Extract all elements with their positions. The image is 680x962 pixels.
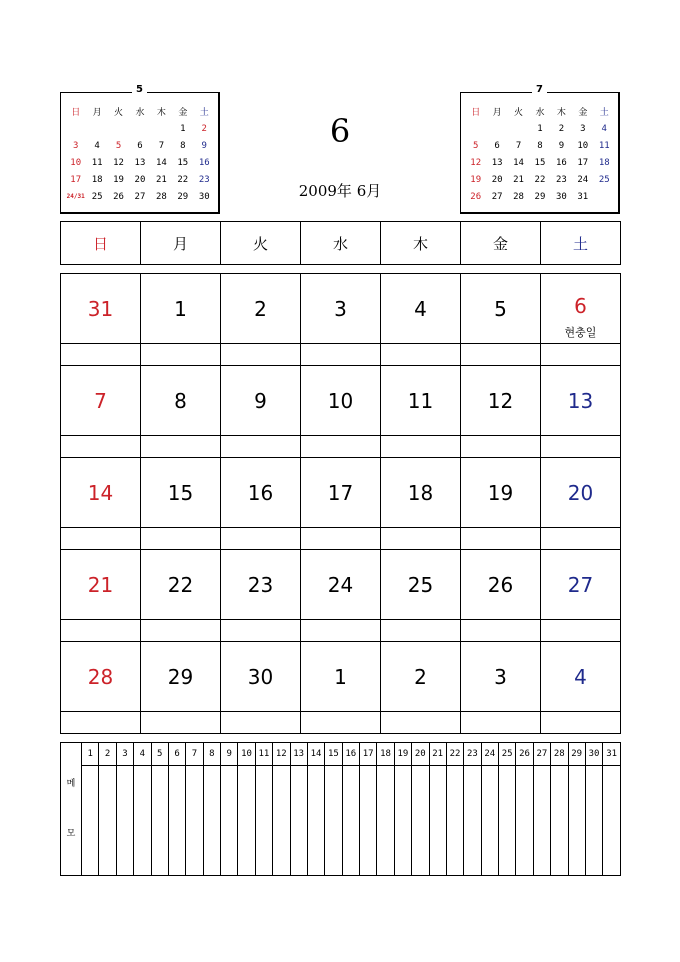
mini-day: 2 <box>558 123 565 134</box>
mini-day: 4 <box>601 123 607 134</box>
memo-day-number: 14 <box>307 743 324 766</box>
week-row <box>61 550 621 620</box>
day-cell[interactable] <box>61 366 141 436</box>
mini-day: 14 <box>155 157 167 168</box>
weekday-wed: 水 <box>301 222 381 265</box>
note-row <box>61 620 621 642</box>
mini-day: 29 <box>177 191 189 202</box>
mini-day: 23 <box>198 174 210 185</box>
day-cell[interactable] <box>141 366 221 436</box>
memo-day-number: 27 <box>533 743 550 766</box>
note-cell[interactable] <box>61 436 141 458</box>
memo-table <box>60 742 621 876</box>
mini-day: 3 <box>580 123 586 134</box>
mini-day: 6 <box>494 140 500 151</box>
day-number: 15 <box>167 480 194 505</box>
day-number: 16 <box>247 480 274 505</box>
week-row <box>61 642 621 712</box>
memo-day-cell[interactable] <box>273 766 290 876</box>
note-cell[interactable] <box>141 436 221 458</box>
mini-day <box>486 120 507 137</box>
mini-day: 28 <box>155 191 167 202</box>
memo-day-cell[interactable] <box>151 766 168 876</box>
day-number: 24 <box>327 572 354 597</box>
mini-weekday: 水 <box>535 108 545 118</box>
note-cell[interactable] <box>461 528 541 550</box>
year-month-title: 2009年 6月 <box>298 182 382 200</box>
note-cell[interactable] <box>221 712 301 734</box>
weekday-tue: 火 <box>221 222 301 265</box>
mini-day: 15 <box>534 157 546 168</box>
weekday-header <box>60 221 621 265</box>
day-cell[interactable] <box>221 274 301 344</box>
memo-day-cell[interactable] <box>342 766 359 876</box>
memo-day-numbers <box>61 743 621 766</box>
note-row <box>61 712 621 734</box>
week-row <box>61 274 621 344</box>
mini-weekday: 月 <box>492 108 502 118</box>
day-number: 10 <box>327 388 354 413</box>
memo-day-number: 12 <box>273 743 290 766</box>
note-cell[interactable] <box>381 712 461 734</box>
day-number: 12 <box>487 388 514 413</box>
day-cell[interactable] <box>221 550 301 620</box>
note-cell[interactable] <box>461 344 541 366</box>
note-cell[interactable] <box>381 620 461 642</box>
memo-day-number: 26 <box>516 743 533 766</box>
note-cell[interactable] <box>61 712 141 734</box>
day-number: 27 <box>567 572 594 597</box>
memo-day-number: 7 <box>186 743 203 766</box>
memo-day-number: 22 <box>446 743 463 766</box>
day-number: 20 <box>567 480 594 505</box>
day-cell[interactable] <box>381 642 461 712</box>
day-number: 17 <box>327 480 354 505</box>
memo-day-cell[interactable] <box>499 766 516 876</box>
note-cell[interactable] <box>221 344 301 366</box>
memo-day-cell[interactable] <box>238 766 255 876</box>
mini-calendar-next-title: 7 <box>532 84 547 95</box>
note-cell[interactable] <box>301 620 381 642</box>
day-number: 3 <box>334 296 347 321</box>
day-number: 31 <box>87 296 114 321</box>
weekday-mon: 月 <box>141 222 221 265</box>
day-number: 4 <box>574 664 587 689</box>
mini-day: 13 <box>491 157 503 168</box>
weekday-sun: 日 <box>61 222 141 265</box>
note-cell[interactable] <box>141 344 221 366</box>
mini-day <box>86 120 107 137</box>
mini-day <box>151 120 172 137</box>
mini-day: 10 <box>70 157 82 168</box>
mini-day: 20 <box>134 174 146 185</box>
memo-day-cell[interactable] <box>134 766 151 876</box>
week-row <box>61 366 621 436</box>
memo-day-number: 10 <box>238 743 255 766</box>
note-cell[interactable] <box>461 712 541 734</box>
day-cell[interactable] <box>461 458 541 528</box>
memo-day-number: 17 <box>360 743 377 766</box>
memo-day-number: 19 <box>394 743 411 766</box>
month-number: 6 <box>329 112 351 150</box>
mini-calendar-prev-table <box>65 103 215 205</box>
memo-day-number: 30 <box>585 743 602 766</box>
note-cell[interactable] <box>461 436 541 458</box>
day-number: 2 <box>254 296 267 321</box>
day-cell[interactable] <box>301 458 381 528</box>
mini-day: 24/31 <box>66 193 85 200</box>
memo-day-number: 6 <box>168 743 185 766</box>
mini-weekday: 金 <box>178 108 188 118</box>
note-cell[interactable] <box>541 436 621 458</box>
memo-day-cell[interactable] <box>394 766 411 876</box>
mini-weekday: 水 <box>135 108 145 118</box>
memo-day-cell[interactable] <box>429 766 446 876</box>
note-cell[interactable] <box>301 344 381 366</box>
day-number: 5 <box>494 296 507 321</box>
weekday-fri: 金 <box>461 222 541 265</box>
day-number: 4 <box>414 296 427 321</box>
mini-day: 26 <box>113 191 124 202</box>
memo-day-cell[interactable] <box>307 766 324 876</box>
memo-day-cell[interactable] <box>568 766 585 876</box>
day-cell[interactable] <box>541 274 621 344</box>
memo-day-cell[interactable] <box>255 766 272 876</box>
memo-day-cell[interactable] <box>82 766 99 876</box>
mini-day: 7 <box>158 140 165 151</box>
day-cell[interactable] <box>541 366 621 436</box>
mini-day: 25 <box>91 191 103 202</box>
memo-day-number: 23 <box>464 743 481 766</box>
mini-weekday: 金 <box>578 108 588 118</box>
memo-day-cell[interactable] <box>533 766 550 876</box>
note-cell[interactable] <box>221 620 301 642</box>
week-row <box>61 458 621 528</box>
day-number: 26 <box>487 572 514 597</box>
note-cell[interactable] <box>541 620 621 642</box>
mini-day: 19 <box>113 174 124 185</box>
note-cell[interactable] <box>301 436 381 458</box>
memo-label <box>61 743 82 876</box>
mini-day: 26 <box>470 191 482 202</box>
holiday-label: 현충일 <box>564 326 597 339</box>
memo-day-cell[interactable] <box>551 766 568 876</box>
day-number: 3 <box>494 664 507 689</box>
mini-day: 28 <box>513 191 524 202</box>
memo-day-number: 9 <box>221 743 238 766</box>
note-cell[interactable] <box>141 528 221 550</box>
mini-day <box>508 120 529 137</box>
mini-day: 6 <box>137 140 143 151</box>
mini-day: 7 <box>515 140 522 151</box>
memo-day-cell[interactable] <box>168 766 185 876</box>
mini-day: 16 <box>555 157 567 168</box>
day-cell[interactable] <box>301 642 381 712</box>
memo-day-cell[interactable] <box>412 766 429 876</box>
memo-day-number: 4 <box>134 743 151 766</box>
memo-day-number: 21 <box>429 743 446 766</box>
mini-day: 5 <box>473 140 479 151</box>
mini-day: 3 <box>73 140 79 151</box>
day-cell[interactable] <box>301 366 381 436</box>
mini-day: 20 <box>491 174 503 185</box>
memo-day-cell[interactable] <box>116 766 133 876</box>
mini-day: 12 <box>113 157 124 168</box>
weekday-sat: 土 <box>541 222 621 265</box>
memo-day-number: 5 <box>151 743 168 766</box>
day-number: 1 <box>174 296 187 321</box>
day-cell[interactable] <box>61 642 141 712</box>
weekday-thu: 木 <box>381 222 461 265</box>
mini-calendar-next <box>460 84 620 214</box>
mini-day: 31 <box>577 191 589 202</box>
memo-day-cell[interactable] <box>99 766 116 876</box>
mini-day: 5 <box>115 140 122 151</box>
memo-day-cell[interactable] <box>221 766 238 876</box>
day-cell[interactable] <box>541 550 621 620</box>
memo-day-cell[interactable] <box>290 766 307 876</box>
memo-day-number: 1 <box>82 743 99 766</box>
day-cell[interactable] <box>221 366 301 436</box>
day-number: 25 <box>407 572 434 597</box>
memo-day-cell[interactable] <box>186 766 203 876</box>
day-cell[interactable] <box>221 458 301 528</box>
memo-body-row <box>61 766 621 876</box>
day-cell[interactable] <box>541 458 621 528</box>
mini-day: 13 <box>134 157 146 168</box>
day-cell[interactable] <box>541 642 621 712</box>
memo-day-cell[interactable] <box>325 766 342 876</box>
day-cell[interactable] <box>381 550 461 620</box>
day-number: 1 <box>334 664 347 689</box>
day-cell[interactable] <box>141 550 221 620</box>
mini-day: 27 <box>491 191 503 202</box>
memo-day-cell[interactable] <box>481 766 498 876</box>
note-cell[interactable] <box>141 620 221 642</box>
day-number: 9 <box>254 388 267 413</box>
day-cell[interactable] <box>381 366 461 436</box>
memo-day-number: 20 <box>412 743 429 766</box>
day-cell[interactable] <box>301 550 381 620</box>
mini-calendar-prev <box>60 84 220 214</box>
note-cell[interactable] <box>61 620 141 642</box>
day-cell[interactable] <box>461 642 541 712</box>
note-cell[interactable] <box>301 528 381 550</box>
note-cell[interactable] <box>301 712 381 734</box>
note-cell[interactable] <box>221 528 301 550</box>
note-cell[interactable] <box>541 344 621 366</box>
day-cell[interactable] <box>141 274 221 344</box>
day-number: 8 <box>174 388 187 413</box>
memo-day-number: 28 <box>551 743 568 766</box>
note-cell[interactable] <box>221 436 301 458</box>
day-number: 21 <box>87 572 114 597</box>
memo-day-cell[interactable] <box>360 766 377 876</box>
note-row <box>61 528 621 550</box>
day-number: 19 <box>487 480 514 505</box>
day-cell[interactable] <box>61 550 141 620</box>
memo-day-cell[interactable] <box>377 766 394 876</box>
mini-weekday: 木 <box>556 108 566 118</box>
day-cell[interactable] <box>141 458 221 528</box>
mini-day: 18 <box>91 174 103 185</box>
day-number: 2 <box>414 664 427 689</box>
note-cell[interactable] <box>461 620 541 642</box>
day-number: 11 <box>407 388 434 413</box>
mini-weekday: 土 <box>199 108 209 118</box>
mini-day: 21 <box>513 174 524 185</box>
memo-label-bottom: 모 <box>66 829 76 839</box>
day-cell[interactable] <box>461 550 541 620</box>
mini-day: 15 <box>177 157 189 168</box>
memo-day-cell[interactable] <box>585 766 602 876</box>
memo-day-number: 8 <box>203 743 220 766</box>
day-cell[interactable] <box>301 274 381 344</box>
day-cell[interactable] <box>61 458 141 528</box>
memo-day-number: 31 <box>603 743 621 766</box>
mini-day: 10 <box>577 140 589 151</box>
memo-day-number: 25 <box>499 743 516 766</box>
mini-day: 27 <box>134 191 146 202</box>
note-cell[interactable] <box>381 528 461 550</box>
day-number: 7 <box>94 388 107 413</box>
mini-day: 30 <box>198 191 210 202</box>
mini-day: 9 <box>201 140 207 151</box>
mini-day: 9 <box>558 140 565 151</box>
memo-day-number: 15 <box>325 743 342 766</box>
day-cell[interactable] <box>461 366 541 436</box>
mini-day: 11 <box>598 140 610 151</box>
mini-day: 1 <box>537 123 543 134</box>
note-cell[interactable] <box>541 712 621 734</box>
memo-day-number: 3 <box>116 743 133 766</box>
mini-weekday: 日 <box>471 108 481 118</box>
note-cell[interactable] <box>381 436 461 458</box>
note-cell[interactable] <box>541 528 621 550</box>
mini-weekday: 月 <box>92 108 102 118</box>
memo-day-number: 13 <box>290 743 307 766</box>
mini-day <box>594 188 615 205</box>
mini-day: 19 <box>470 174 482 185</box>
mini-day <box>108 120 129 137</box>
mini-day: 8 <box>537 140 543 151</box>
mini-day: 29 <box>534 191 546 202</box>
note-cell[interactable] <box>381 344 461 366</box>
day-cell[interactable] <box>461 274 541 344</box>
day-cell[interactable] <box>381 274 461 344</box>
mini-day: 22 <box>177 174 189 185</box>
day-number: 30 <box>247 664 274 689</box>
memo-day-cell[interactable] <box>516 766 533 876</box>
calendar-grid <box>60 273 621 734</box>
mini-day <box>129 120 150 137</box>
mini-calendar-prev-title: 5 <box>132 84 147 95</box>
mini-day <box>465 120 486 137</box>
note-cell[interactable] <box>141 712 221 734</box>
mini-day: 25 <box>598 174 610 185</box>
mini-weekday: 火 <box>514 108 524 118</box>
day-number: 28 <box>87 664 114 689</box>
mini-day: 4 <box>94 140 100 151</box>
mini-day: 23 <box>555 174 567 185</box>
note-row <box>61 436 621 458</box>
note-cell[interactable] <box>61 528 141 550</box>
mini-calendar-next-table <box>465 103 615 205</box>
day-cell[interactable] <box>141 642 221 712</box>
memo-label-top: 메 <box>66 779 76 789</box>
mini-weekday: 火 <box>114 108 124 118</box>
mini-day <box>65 120 86 137</box>
memo-day-cell[interactable] <box>603 766 621 876</box>
memo-day-number: 24 <box>481 743 498 766</box>
day-number: 23 <box>247 572 274 597</box>
memo-day-cell[interactable] <box>203 766 220 876</box>
mini-day: 17 <box>70 174 82 185</box>
memo-day-number: 29 <box>568 743 585 766</box>
mini-day: 12 <box>470 157 482 168</box>
memo-day-cell[interactable] <box>446 766 463 876</box>
day-cell[interactable] <box>381 458 461 528</box>
day-number: 6 <box>574 294 587 318</box>
mini-day: 11 <box>91 157 103 168</box>
mini-day: 16 <box>198 157 210 168</box>
day-number: 18 <box>407 480 434 505</box>
note-cell[interactable] <box>61 344 141 366</box>
mini-day: 24 <box>577 174 589 185</box>
mini-day: 18 <box>598 157 610 168</box>
day-number: 13 <box>567 388 594 413</box>
mini-day: 2 <box>201 123 207 134</box>
day-number: 14 <box>87 480 114 505</box>
day-cell[interactable] <box>221 642 301 712</box>
mini-day: 21 <box>155 174 167 185</box>
mini-weekday: 土 <box>599 108 609 118</box>
mini-weekday: 木 <box>156 108 166 118</box>
memo-day-number: 16 <box>342 743 359 766</box>
mini-weekday: 日 <box>71 108 81 118</box>
note-row <box>61 344 621 366</box>
memo-day-number: 11 <box>255 743 272 766</box>
memo-day-number: 2 <box>99 743 116 766</box>
memo-day-number: 18 <box>377 743 394 766</box>
memo-day-cell[interactable] <box>464 766 481 876</box>
mini-day: 14 <box>513 157 524 168</box>
mini-day: 8 <box>180 140 186 151</box>
day-number: 22 <box>167 572 194 597</box>
mini-day: 17 <box>577 157 589 168</box>
day-number: 29 <box>167 664 194 689</box>
mini-day: 30 <box>555 191 567 202</box>
day-cell[interactable] <box>61 274 141 344</box>
mini-day: 1 <box>180 123 186 134</box>
mini-day: 22 <box>534 174 546 185</box>
